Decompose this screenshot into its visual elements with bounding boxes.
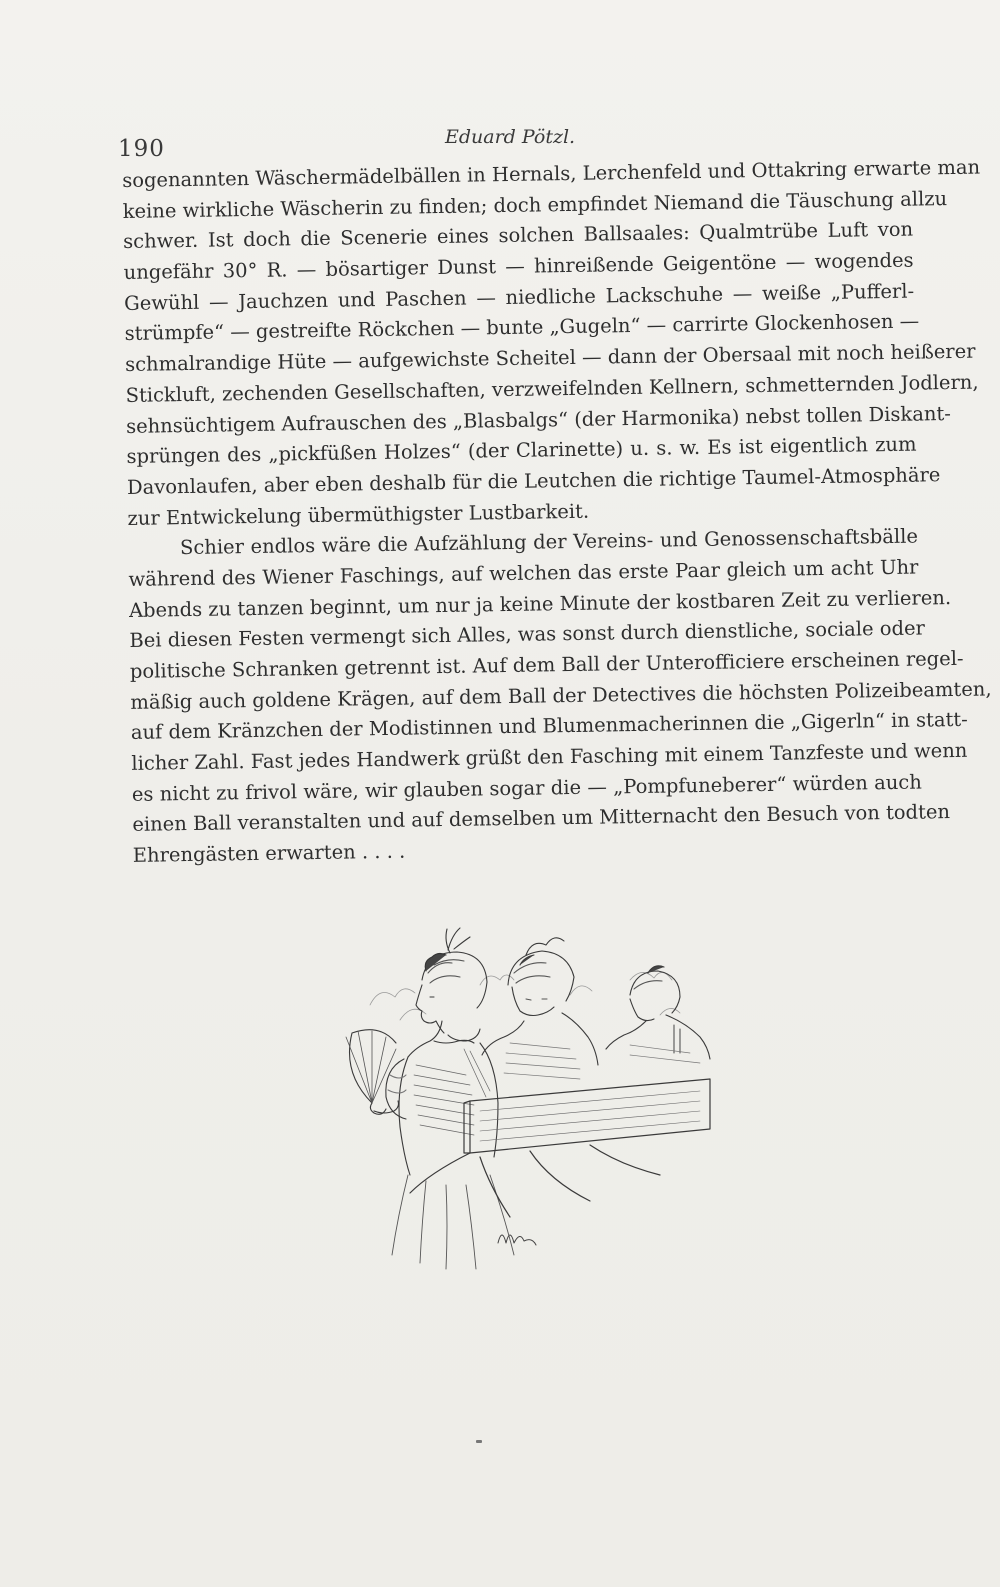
- text-line: Gewühl — Jauchzen und Paschen — niedliche Lackschuhe — weiße „Pufferl-: [123, 279, 915, 315]
- text-line: während des Wiener Faschings, auf welchen das erste Paar gleich um acht Uhr: [128, 555, 919, 591]
- text-line: schmalrandige Hüte — aufgewichste Scheitel — dann der Obersaal mit noch heißerer: [124, 339, 976, 377]
- text-line: auf dem Kränzchen der Modistinnen und Blumenmacherinnen die „Gigerln“ in statt-: [130, 708, 968, 745]
- lady-right: [606, 966, 710, 1063]
- text-line: licher Zahl. Fast jedes Handwerk grüßt den Fasching mit einem Tanzfeste und wenn: [131, 738, 968, 775]
- box-railing: [410, 1079, 710, 1217]
- text-line: Abends zu tanzen beginnt, um nur ja keine Minute der kostbaren Zeit zu verlieren.: [128, 585, 952, 622]
- artist-signature: [498, 1235, 536, 1245]
- page-number: 190: [118, 136, 165, 162]
- running-head: Eduard Pötzl.: [445, 126, 576, 148]
- text-line: sogenannten Wäschermädelbällen in Hernals, Lerchenfeld und Ottakring erwarte man: [122, 155, 981, 192]
- page-mark: [476, 1440, 482, 1443]
- ballroom-ladies-illustration: [330, 925, 730, 1290]
- lady-with-fan: [346, 928, 514, 1269]
- lady-middle: [482, 938, 598, 1079]
- body-text: [122, 154, 992, 872]
- background-crowd: [370, 972, 680, 1020]
- text-line: einen Ball veranstalten und auf demselben um Mitternacht den Besuch von todten: [132, 800, 951, 837]
- text-line: schwer. Ist doch die Scenerie eines solchen Ballsaales: Qualmtrübe Luft von: [123, 217, 914, 254]
- text-line: es nicht zu frivol wäre, wir glauben sogar die — „Pompfuneberer“ würden auch: [131, 770, 922, 806]
- text-line: mäßig auch goldene Krägen, auf dem Ball der Detectives die höchsten Polizeibeamten,: [130, 677, 992, 714]
- text-line: sprüngen des „pickfüßen Holzes“ (der Clarinette) u. s. w. Es ist eigentlich zum: [126, 432, 917, 469]
- text-line: ungefähr 30° R. — bösartiger Dunst — hinreißende Geigentöne — wogendes: [123, 248, 914, 285]
- text-line: Schier endlos wäre die Aufzählung der Vereins- und Genossenschaftsbälle: [179, 524, 919, 560]
- text-line: zur Entwickelung übermüthigster Lustbarkeit.: [127, 499, 590, 530]
- text-line: Bei diesen Festen vermengt sich Alles, was sonst durch dienstliche, sociale oder: [129, 616, 926, 653]
- text-line: Davonlaufen, aber eben deshalb für die Leutchen die richtige Taumel-Atmosphäre: [126, 463, 941, 499]
- text-line: strümpfe“ — gestreifte Röckchen — bunte „Gugeln“ — carrirte Glockenhosen —: [124, 309, 920, 346]
- text-line: Ehrengästen erwarten . . . .: [132, 839, 406, 868]
- text-line: keine wirkliche Wäscherin zu finden; doch empfindet Niemand die Täuschung allzu: [122, 186, 948, 223]
- text-line: Stickluft, zechenden Gesellschaften, verzweifelnden Kellnern, schmetternden Jodlern,: [125, 370, 979, 407]
- text-line: sehnsüchtigem Aufrauschen des „Blasbalgs“ (der Harmonika) nebst tollen Diskant-: [125, 401, 951, 438]
- text-line: politische Schranken getrennt ist. Auf dem Ball der Unterofficiere erscheinen regel-: [129, 646, 964, 683]
